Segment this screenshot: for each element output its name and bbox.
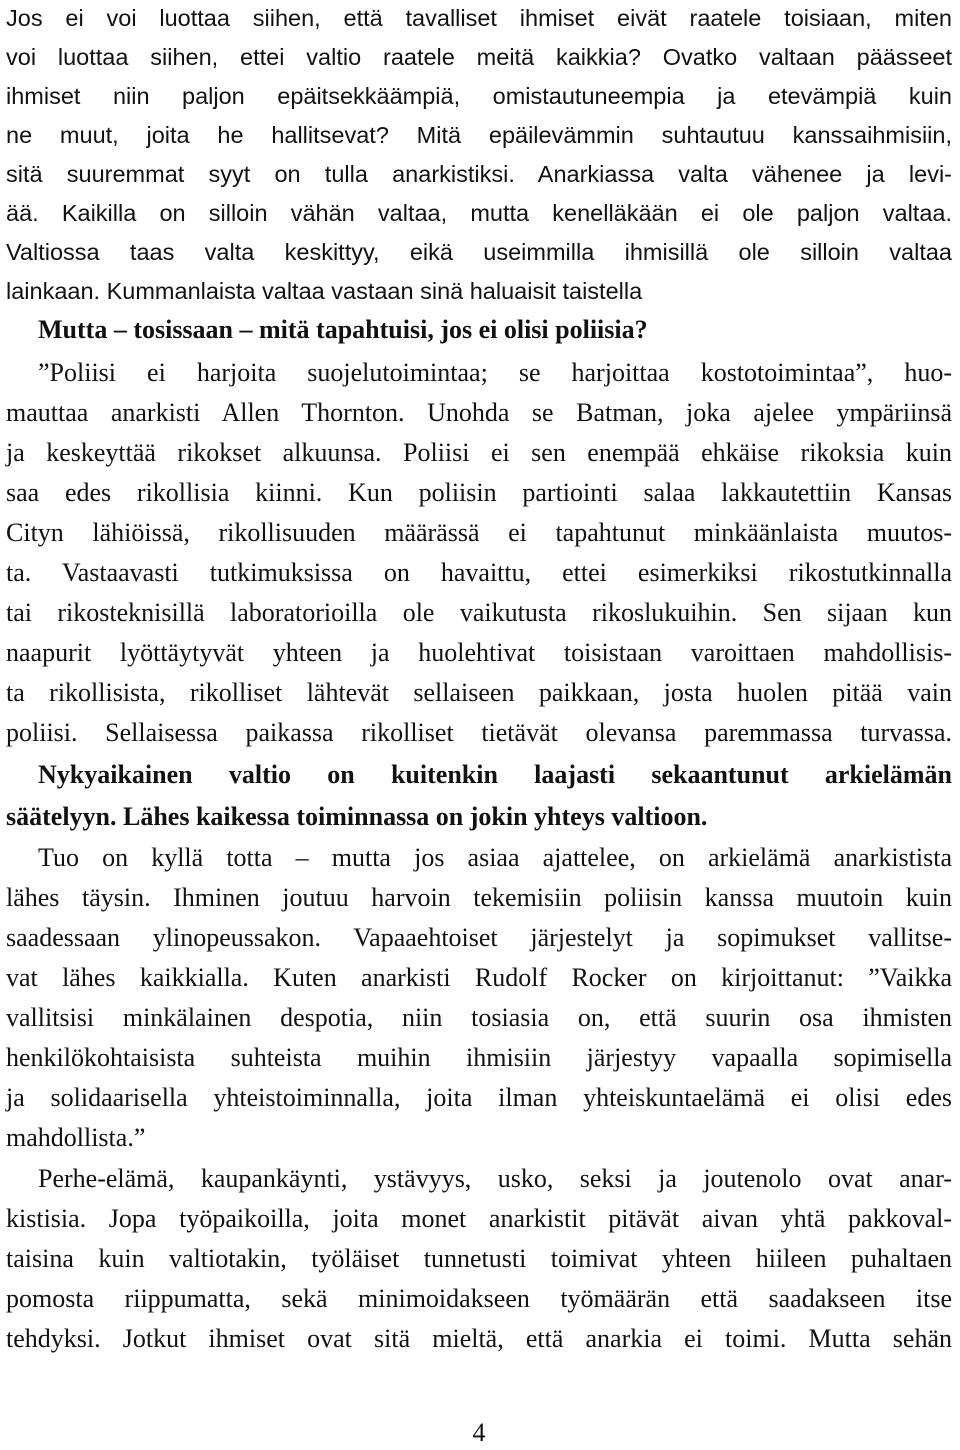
text-line: henkilökohtaisista suhteista muihin ihmisiin järjestyy vapaalla sopimisella [6,1043,952,1072]
text-line: lainkaan. Kummanlaista valtaa vastaan sinä haluaisit taistella [6,278,643,304]
text-line: Valtiossa taas valta keskittyy, eikä useimmilla ihmisillä ole silloin valtaa [6,239,952,265]
text-line: ne muut, joita he hallitsevat? Mitä epäilevämmin suhtautuu kanssaihmisiin, [6,122,952,148]
text-line: saa edes rikollisia kiinni. Kun poliisin partiointi salaa lakkautettiin Kansas [6,478,952,507]
text-line: Cityn lähiöissä, rikollisuuden määrässä ei tapahtunut minkäänlaista muutos- [6,518,952,547]
text-line: Jos ei voi luottaa siihen, että tavalliset ihmiset eivät raatele toisiaan, miten [6,5,952,31]
text-line: ihmiset niin paljon epäitsekkäämpiä, omistautuneempia ja etevämpiä kuin [6,83,952,109]
text-line: sitä suuremmat syyt on tulla anarkistiksi. Anarkiassa valta vähenee ja levi- [6,161,952,187]
text-line: Mutta – tosissaan – mitä tapahtuisi, jos ei olisi poliisia? [38,315,648,344]
text-line: lähes täysin. Ihminen joutuu harvoin tekemisiin poliisin kanssa muutoin kuin [6,883,952,912]
text-line: saadessaan ylinopeussakon. Vapaaehtoiset järjestelyt ja sopimukset vallitse- [6,923,952,952]
text-line: tehdyksi. Jotkut ihmiset ovat sitä mieltä, että anarkia ei toimi. Mutta sehän [6,1324,952,1353]
text-line: ta rikollisista, rikolliset lähtevät sellaiseen paikkaan, josta huolen pitää vain [6,678,952,707]
text-line: ja solidaarisella yhteistoiminnalla, joita ilman yhteiskuntaelämä ei olisi edes [6,1083,952,1112]
document-page [6,0,952,1448]
text-line: naapurit lyöttäytyvät yhteen ja huolehtivat toisistaan varoittaen mahdollisis- [6,638,952,667]
text-line: mauttaa anarkisti Allen Thornton. Unohda se Batman, joka ajelee ympäriinsä [6,398,952,427]
text-line: voi luottaa siihen, ettei valtio raatele meitä kaikkia? Ovatko valtaan päässeet [6,44,952,70]
text-line: kistisia. Jopa työpaikoilla, joita monet anarkistit pitävät aivan yhtä pakkoval- [6,1204,952,1233]
text-line: ää. Kaikilla on silloin vähän valtaa, mutta kenelläkään ei ole paljon valtaa. [6,200,952,226]
text-line: poliisi. Sellaisessa paikassa rikolliset tietävät olevansa paremmassa turvassa. [6,718,952,747]
text-line: Tuo on kyllä totta – mutta jos asiaa ajattelee, on arkielämä anarkistista [38,843,952,872]
page-number: 4 [472,1418,486,1447]
text-line: pomosta riippumatta, sekä minimoidakseen työmäärän että saadakseen itse [6,1284,952,1313]
text-line: ja keskeyttää rikokset alkuunsa. Poliisi ei sen enempää ehkäise rikoksia kuin [6,438,952,467]
text-line: mahdollista.” [6,1123,146,1152]
text-line: ta. Vastaavasti tutkimuksissa on havaittu, ettei esimerkiksi rikostutkinnalla [6,558,952,587]
text-line: tai rikosteknisillä laboratorioilla ole vaikutusta rikoslukuihin. Sen sijaan kun [6,598,952,627]
text-line: vallitsisi minkälainen despotia, niin tosiasia on, että suurin osa ihmisten [6,1003,952,1032]
text-line: Perhe-elämä, kaupankäynti, ystävyys, usko, seksi ja joutenolo ovat anar- [38,1164,952,1193]
text-line: vat lähes kaikkialla. Kuten anarkisti Rudolf Rocker on kirjoittanut: ”Vaikka [6,963,952,992]
text-line: säätelyyn. Lähes kaikessa toiminnassa on jokin yhteys valtioon. [6,802,708,831]
text-line: taisina kuin valtiotakin, työläiset tunnetusti toimivat yhteen hiileen puhaltaen [6,1244,952,1273]
text-line: ”Poliisi ei harjoita suojelutoimintaa; se harjoittaa kostotoimintaa”, huo- [38,358,952,387]
text-line: Nykyaikainen valtio on kuitenkin laajasti sekaantunut arkielämän [38,760,952,789]
